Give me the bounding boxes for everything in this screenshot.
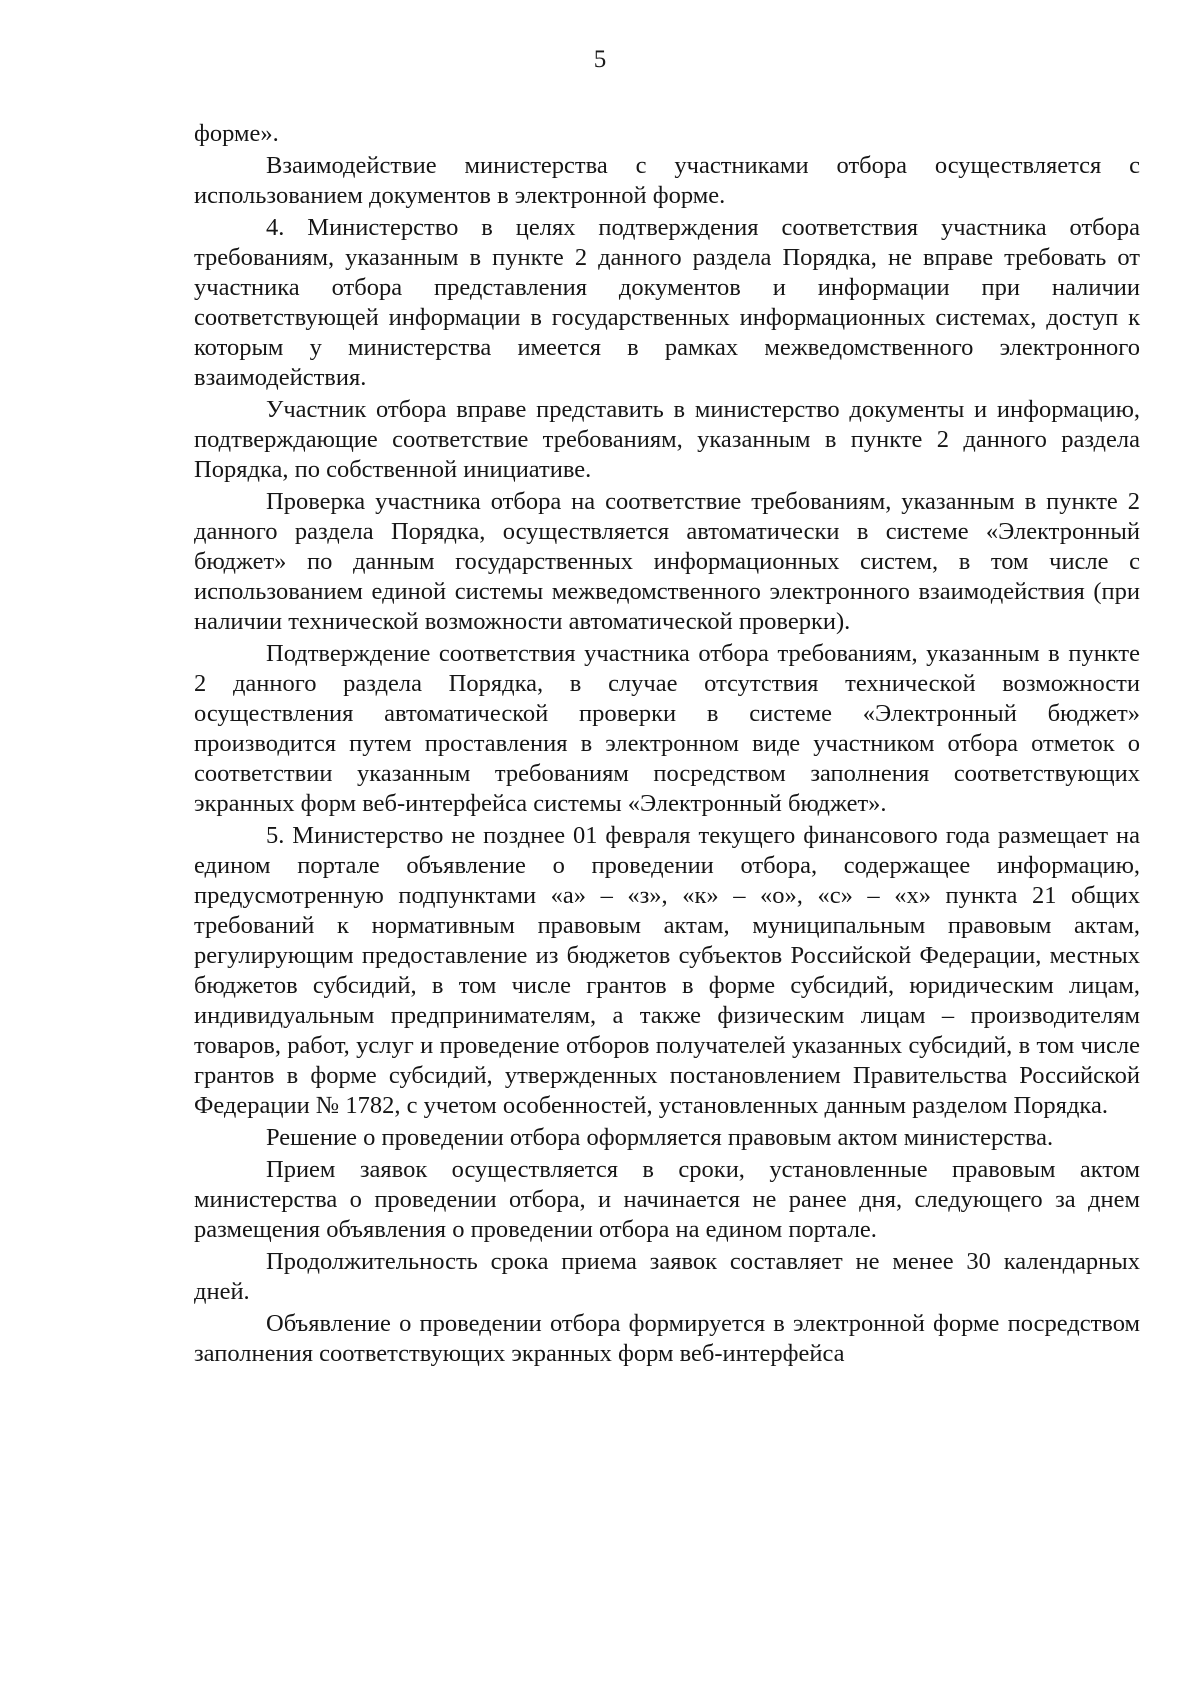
paragraph-announcement: Объявление о проведении отбора формируется в электронной форме посредством заполнения соответствующих экранных форм веб-интерфейса <box>194 1310 1140 1367</box>
document-body <box>194 119 1140 1371</box>
paragraph-decision: Решение о проведении отбора оформляется правовым актом министерства. <box>266 1124 1054 1151</box>
paragraph-duration: Продолжительность срока приема заявок составляет не менее 30 календарных дней. <box>194 1248 1140 1305</box>
page-number: 5 <box>593 46 607 73</box>
paragraph-participant-right: Участник отбора вправе представить в министерство документы и информацию, подтверждающие соответствие требованиям, указанным в пункте 2 данного раздела Порядка, по собственной инициативе. <box>194 396 1140 483</box>
paragraph-application-intake: Прием заявок осуществляется в сроки, установленные правовым актом министерства о проведении отбора, и начинается не ранее дня, следующего за днем размещения объявления о проведении отбора на едином портале. <box>194 1156 1140 1243</box>
paragraph-item-4: 4. Министерство в целях подтверждения соответствия участника отбора требованиям, указанным в пункте 2 данного раздела Порядка, не вправе требовать от участника отбора представления документов и информации при наличии соответствующей информации в государственных информационных системах, доступ к которым у министерства имеется в рамках межведомственного электронного взаимодействия. <box>194 214 1140 391</box>
paragraph-confirmation: Подтверждение соответствия участника отбора требованиям, указанным в пункте 2 данного раздела Порядка, в случае отсутствия технической возможности осуществления автоматической проверки в системе «Электронный бюджет» производится путем проставления в электронном виде участником отбора отметок о соответствии указанным требованиям посредством заполнения соответствующих экранных форм веб-интерфейса системы «Электронный бюджет». <box>194 640 1140 817</box>
paragraph-continuation: форме». <box>194 120 279 147</box>
paragraph-automatic-check: Проверка участника отбора на соответствие требованиям, указанным в пункте 2 данного раздела Порядка, осуществляется автоматически в системе «Электронный бюджет» по данным государственных информационных систем, в том числе с использованием единой системы межведомственного электронного взаимодействия (при наличии технической возможности автоматической проверки). <box>194 488 1140 635</box>
paragraph-interaction: Взаимодействие министерства с участниками отбора осуществляется с использованием документов в электронной форме. <box>194 152 1140 209</box>
paragraph-item-5: 5. Министерство не позднее 01 февраля текущего финансового года размещает на едином портале объявление о проведении отбора, содержащее информацию, предусмотренную подпунктами «а» – «з», «к» – «о», «с» – «х» пункта 21 общих требований к нормативным правовым актам, муниципальным правовым актам, регулирующим предоставление из бюджетов субъектов Российской Федерации, местных бюджетов субсидий, в том числе грантов в форме субсидий, юридическим лицам, индивидуальным предпринимателям, а также физическим лицам – производителям товаров, работ, услуг и проведение отборов получателей указанных субсидий, в том числе грантов в форме субсидий, утвержденных постановлением Правительства Российской Федерации № 1782, с учетом особенностей, установленных данным разделом Порядка. <box>194 822 1140 1119</box>
